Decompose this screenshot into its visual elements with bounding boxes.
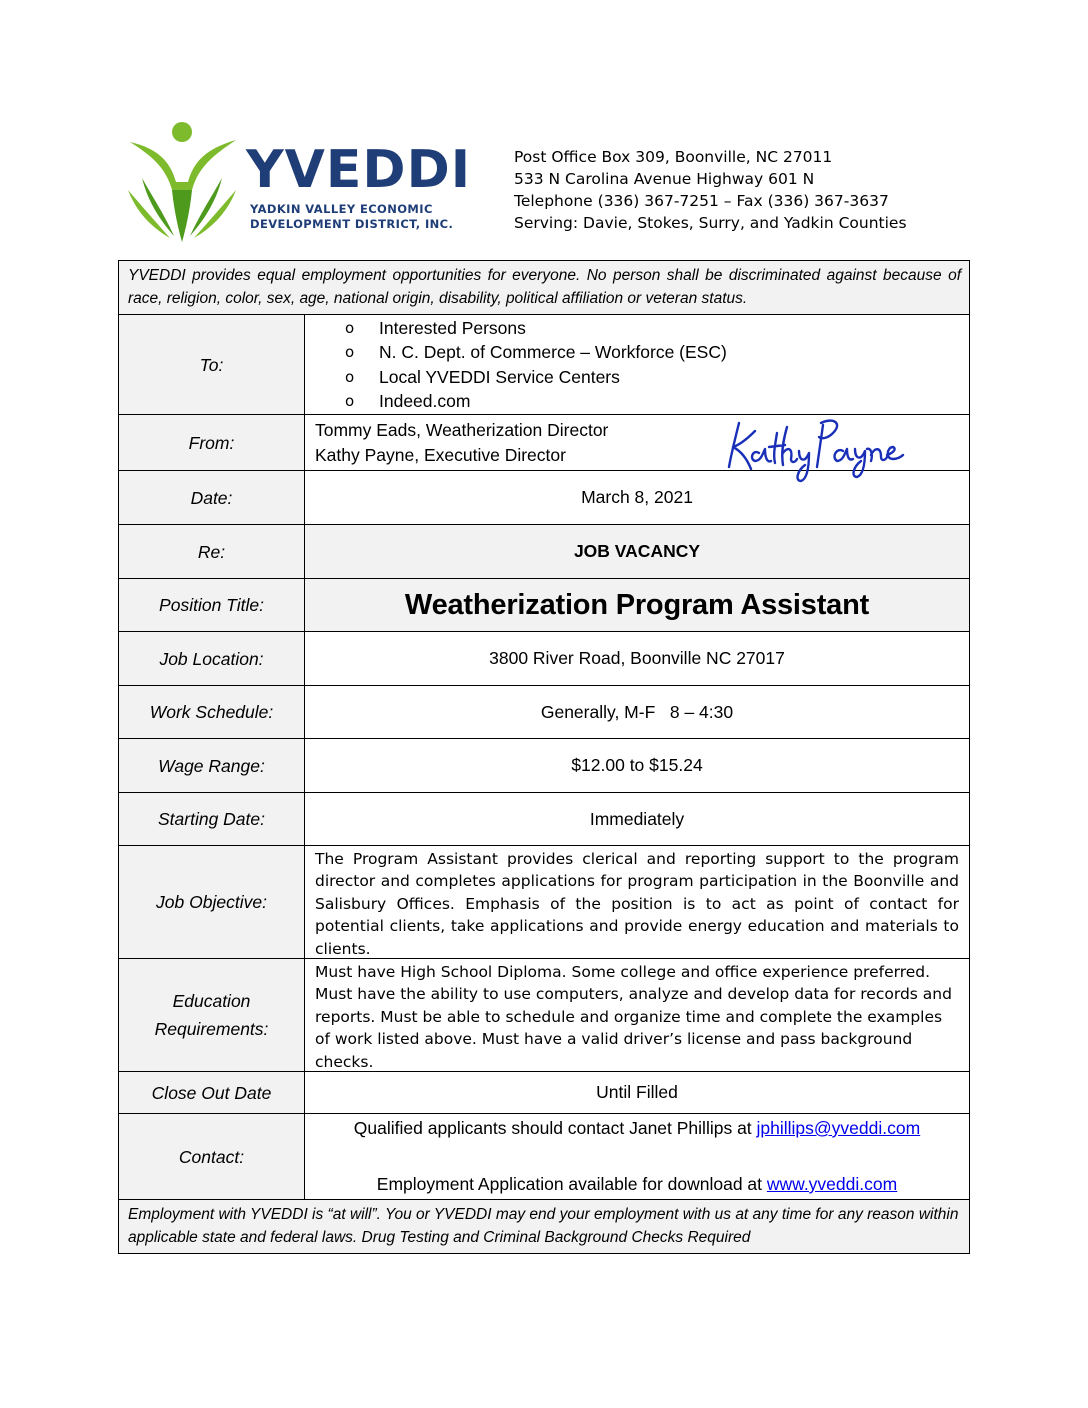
bullet-icon: o xyxy=(345,392,355,410)
logo-subtitle-line: DEVELOPMENT DISTRICT, INC. xyxy=(250,217,454,231)
label-from: From: xyxy=(119,415,305,470)
row-position-title xyxy=(119,579,969,632)
value-job-objective xyxy=(305,846,969,958)
contact-line xyxy=(377,1172,897,1196)
contact-text: Qualified applicants should contact Janet Phillips at xyxy=(353,1118,757,1138)
list-item xyxy=(345,340,727,365)
education-text: Must have High School Diploma. Some college and office experience preferred. Must have the ability to use computers, analyze and develop data for records and reports. Must be able to schedule and organize time and complete the examples of work listed above. Must have a valid driver’s license and pass background checks. xyxy=(315,963,952,1071)
at-will-notice: Employment with YVEDDI is “at will”. You or YVEDDI may end your employment with us at any time for any reason within applicable state and federal laws. Drug Testing and Criminal Background Checks Required xyxy=(119,1200,969,1253)
recipient: Interested Persons xyxy=(379,317,526,338)
row-work-schedule xyxy=(119,686,969,739)
eeo-notice: YVEDDI provides equal employment opportunities for everyone. No person shall be discriminated against because of race, religion, color, sex, age, national origin, disability, political affiliation or veteran status. xyxy=(119,261,969,315)
signature-icon xyxy=(725,409,905,489)
row-re xyxy=(119,525,969,579)
row-wage-range xyxy=(119,739,969,793)
label-position-title: Position Title: xyxy=(119,579,305,631)
logo-figure-icon xyxy=(126,120,246,244)
recipient: Indeed.com xyxy=(379,391,471,411)
label-education xyxy=(119,959,305,1071)
value-from xyxy=(305,415,969,470)
address-block xyxy=(514,146,907,234)
label-job-location: Job Location: xyxy=(119,632,305,685)
address-line: Post Office Box 309, Boonville, NC 27011 xyxy=(514,148,833,166)
row-close-out-date xyxy=(119,1072,969,1114)
value-date: March 8, 2021 xyxy=(581,487,693,507)
row-contact xyxy=(119,1114,969,1200)
label-date: Date: xyxy=(119,471,305,524)
from-line: Tommy Eads, Weatherization Director xyxy=(315,419,609,440)
logo-wordmark: YVEDDI xyxy=(246,140,472,200)
value-close-out-date: Until Filled xyxy=(596,1082,678,1102)
row-to xyxy=(119,315,969,415)
logo-subtitle xyxy=(250,202,453,232)
row-job-objective xyxy=(119,846,969,959)
row-from xyxy=(119,415,969,471)
bullet-icon: o xyxy=(345,367,355,386)
website-link[interactable]: www.yveddi.com xyxy=(766,1174,898,1194)
address-line: 533 N Carolina Avenue Highway 601 N xyxy=(514,170,815,188)
label-to: To: xyxy=(119,315,305,414)
yveddi-logo xyxy=(126,120,472,244)
recipient-list xyxy=(305,316,727,414)
label-wage-range: Wage Range: xyxy=(119,739,305,792)
bullet-icon: o xyxy=(345,318,355,337)
value-contact xyxy=(305,1114,969,1199)
label-line: Education xyxy=(172,991,251,1011)
value-re: JOB VACANCY xyxy=(305,525,969,578)
row-job-location xyxy=(119,632,969,686)
job-objective-text: The Program Assistant provides clerical and reporting support to the program director and completes applications for program participation in the Boonville and Salisbury Offices. Emphasis of the position is to act as point of contact for potential clients, take applications and provide energy education and materials to clients. xyxy=(315,850,959,958)
email-link[interactable]: jphillips@yveddi.com xyxy=(756,1118,921,1138)
label-contact: Contact: xyxy=(119,1114,305,1199)
label-line: Requirements: xyxy=(154,1019,269,1039)
label-re: Re: xyxy=(119,525,305,578)
label-starting-date: Starting Date: xyxy=(119,793,305,845)
value-wage-range: $12.00 to $15.24 xyxy=(571,755,703,775)
value-education xyxy=(305,959,969,1071)
label-close-out-date: Close Out Date xyxy=(119,1072,305,1113)
address-line: Telephone (336) 367-7251 – Fax (336) 367-3637 xyxy=(514,192,889,210)
contact-line xyxy=(354,1116,920,1140)
label-work-schedule: Work Schedule: xyxy=(119,686,305,738)
row-starting-date xyxy=(119,793,969,846)
contact-text: Employment Application available for download at xyxy=(376,1174,767,1194)
job-vacancy-table xyxy=(118,260,970,1254)
value-starting-date: Immediately xyxy=(589,808,685,829)
recipient: N. C. Dept. of Commerce – Workforce (ESC) xyxy=(379,342,727,362)
logo-subtitle-line: YADKIN VALLEY ECONOMIC xyxy=(250,202,433,216)
list-item xyxy=(345,389,727,414)
from-line: Kathy Payne, Executive Director xyxy=(315,444,566,465)
recipient: Local YVEDDI Service Centers xyxy=(379,366,620,387)
list-item xyxy=(345,365,727,390)
address-line: Serving: Davie, Stokes, Surry, and Yadkin Counties xyxy=(514,214,907,232)
label-job-objective: Job Objective: xyxy=(119,846,305,958)
row-education xyxy=(119,959,969,1072)
list-item xyxy=(345,316,727,341)
value-to xyxy=(305,315,969,414)
value-job-location: 3800 River Road, Boonville NC 27017 xyxy=(489,648,785,668)
bullet-icon: o xyxy=(345,343,355,361)
from-lines xyxy=(305,418,608,468)
value-position-title: Weatherization Program Assistant xyxy=(305,579,969,631)
value-work-schedule: Generally, M-F 8 – 4:30 xyxy=(540,701,734,722)
